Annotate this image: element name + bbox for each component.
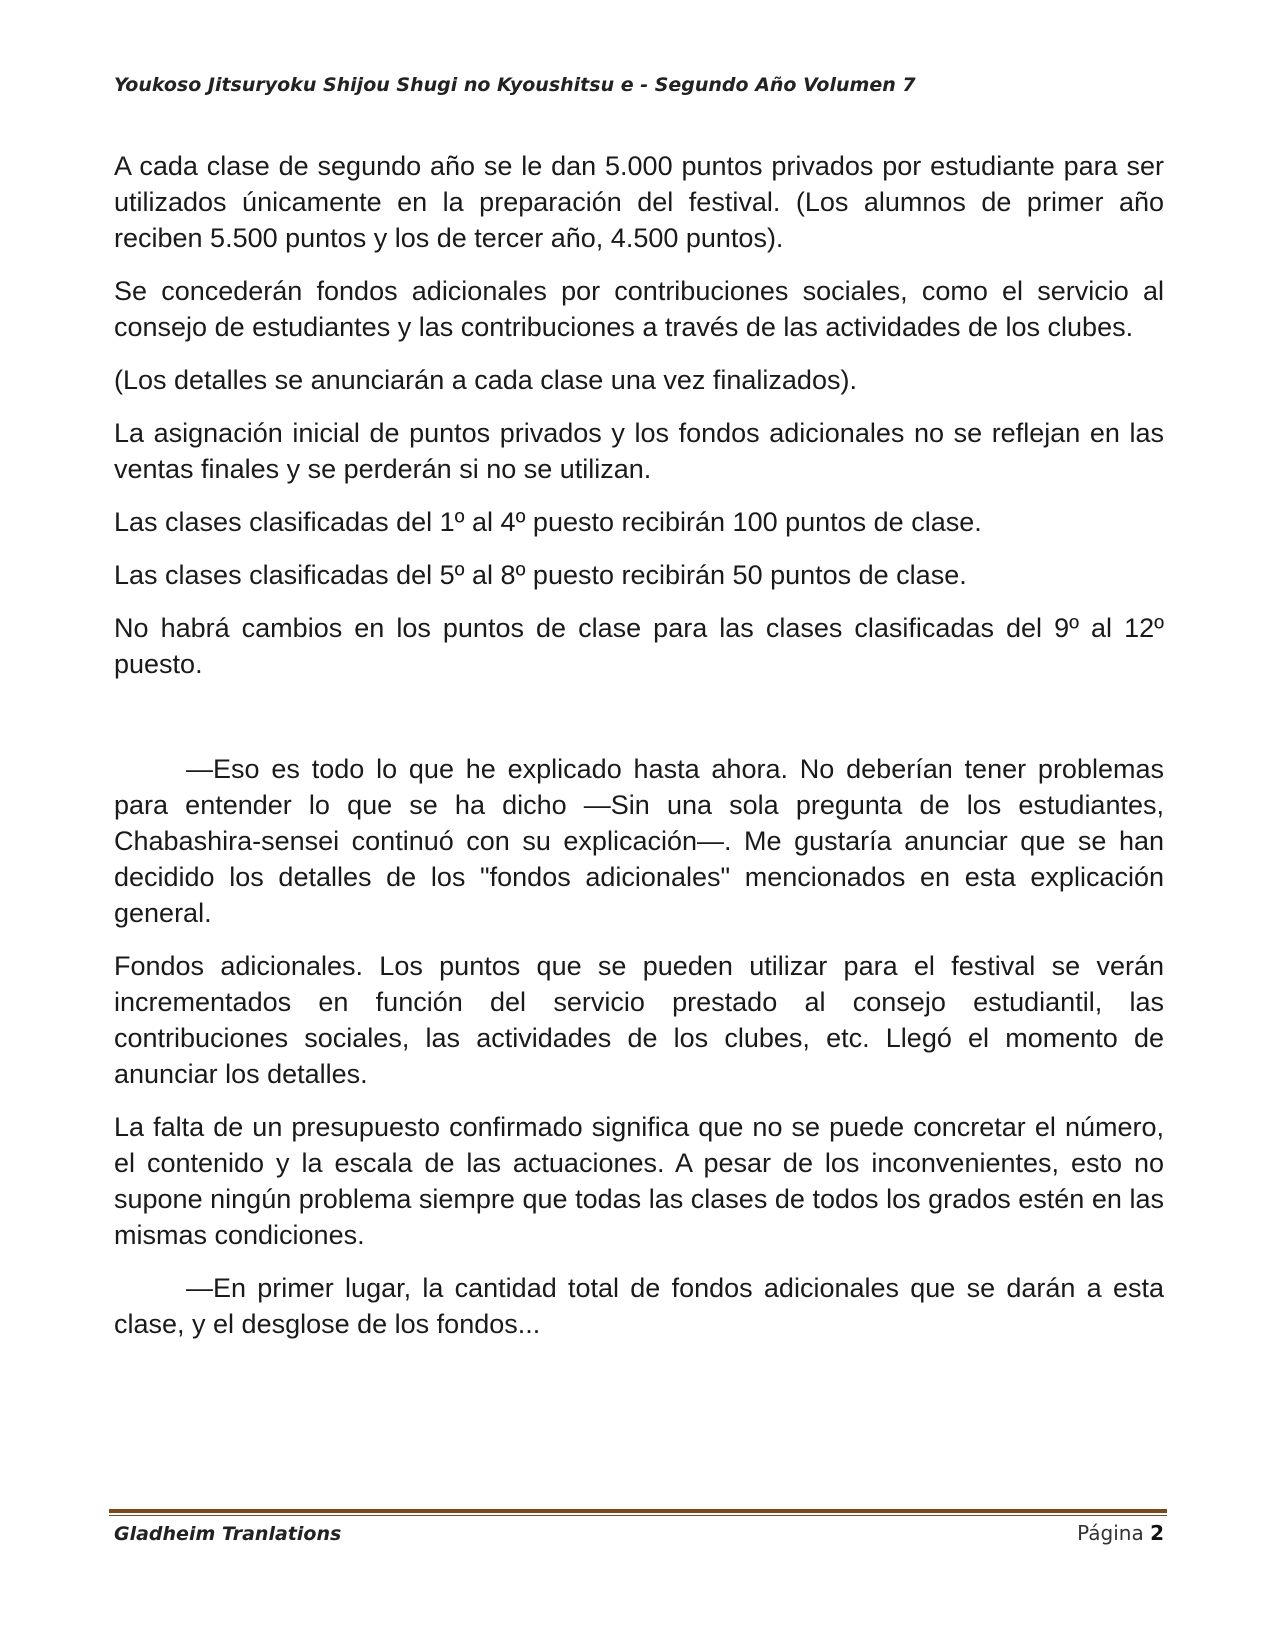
paragraph: La falta de un presupuesto confirmado significa que no se puede concretar el número, el contenido y la escala de las actuaciones. A pesar de los inconvenientes, esto no supone ningún problema siempre que todas las clases de todos los grados estén en las mismas condiciones.: [114, 1112, 1164, 1250]
footer-translator-credit: Gladheim Tranlations: [114, 1523, 342, 1545]
paragraph: No habrá cambios en los puntos de clase para las clases clasificadas del 9º al 12º puesto.: [114, 613, 1164, 679]
page-label: Página: [1077, 1521, 1144, 1545]
paragraph: La asignación inicial de puntos privados y los fondos adicionales no se reflejan en las ventas finales y se perderán si no se utilizan.: [114, 418, 1164, 484]
running-header-title: Youkoso Jitsuryoku Shijou Shugi no Kyoushitsu e - Segundo Año Volumen 7: [114, 74, 916, 96]
page-number: 2: [1150, 1521, 1164, 1545]
paragraph: Fondos adicionales. Los puntos que se pueden utilizar para el festival se verán incrementados en función del servicio prestado al consejo estudiantil, las contribuciones sociales, las actividades de los clubes, etc. Llegó el momento de anunciar los detalles.: [114, 951, 1164, 1089]
footer-page-indicator: [1077, 1521, 1164, 1545]
paragraph: Se concederán fondos adicionales por contribuciones sociales, como el servicio al consejo de estudiantes y las contribuciones a través de las actividades de los clubes.: [114, 276, 1164, 342]
dialogue-paragraph: —Eso es todo lo que he explicado hasta ahora. No deberían tener problemas para entender lo que se ha dicho —Sin una sola pregunta de los estudiantes, Chabashira-sensei continuó con su explicación—. Me gustaría anunciar que se han decidido los detalles de los "fondos adicionales" mencionados en esta explicación general.: [114, 754, 1164, 928]
footer-divider: [109, 1509, 1167, 1516]
paragraph: Las clases clasificadas del 1º al 4º puesto recibirán 100 puntos de clase.: [114, 507, 982, 537]
document-body: [114, 148, 1164, 1359]
section-spacer: [114, 699, 1164, 751]
paragraph: Las clases clasificadas del 5º al 8º puesto recibirán 50 puntos de clase.: [114, 560, 967, 590]
paragraph: A cada clase de segundo año se le dan 5.000 puntos privados por estudiante para ser utilizados únicamente en la preparación del festival. (Los alumnos de primer año reciben 5.500 puntos y los de tercer año, 4.500 puntos).: [114, 151, 1164, 253]
paragraph: (Los detalles se anunciarán a cada clase una vez finalizados).: [114, 365, 857, 395]
dialogue-paragraph: —En primer lugar, la cantidad total de fondos adicionales que se darán a esta clase, y el desglose de los fondos...: [114, 1273, 1164, 1339]
